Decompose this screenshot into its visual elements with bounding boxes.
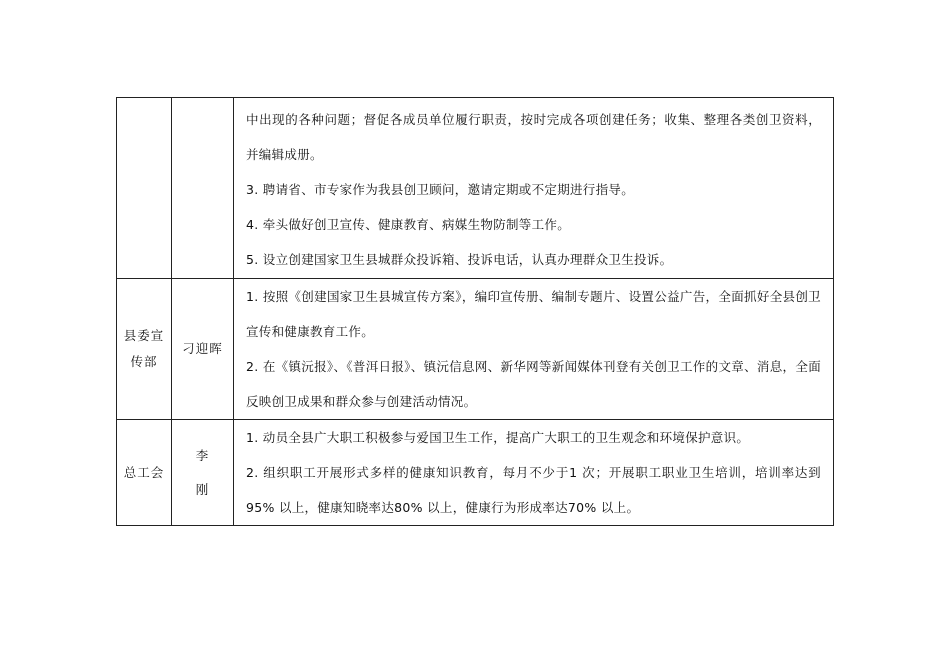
duty-paragraph: 2. 在《镇沅报》、《普洱日报》、镇沅信息网、新华网等新闻媒体刊登有关创卫工作的文章、消息，全面反映创卫成果和群众参与创建活动情况。	[246, 359, 821, 409]
duty-paragraph: 4. 牵头做好创卫宣传、健康教育、病媒生物防制等工作。	[246, 216, 571, 232]
table-row	[117, 420, 834, 526]
table-row	[117, 98, 834, 279]
department-name: 县委宣传部	[123, 328, 165, 369]
table-row	[117, 279, 834, 420]
person-cell	[172, 98, 234, 279]
department-cell: 总工会	[117, 420, 172, 526]
duty-paragraph: 中出现的各种问题；督促各成员单位履行职责，按时完成各项创建任务；收集、整理各类创卫资料，并编辑成册。	[246, 111, 821, 162]
duties-cell	[234, 279, 834, 420]
duty-paragraph: 1. 动员全县广大职工积极参与爱国卫生工作，提高广大职工的卫生观念和环境保护意识。	[246, 430, 750, 445]
person-cell	[172, 420, 234, 526]
duty-paragraph: 3. 聘请省、市专家作为我县创卫顾问，邀请定期或不定期进行指导。	[246, 181, 635, 197]
person-cell: 刁迎晖	[172, 279, 234, 420]
duties-cell	[234, 420, 834, 526]
department-cell	[117, 98, 172, 279]
department-cell	[117, 279, 172, 420]
duty-paragraph: 5. 设立创建国家卫生县城群众投诉箱、投诉电话，认真办理群众卫生投诉。	[246, 251, 673, 267]
duties-cell	[234, 98, 834, 279]
person-name: 李刚	[195, 447, 210, 497]
responsibility-table	[116, 97, 834, 526]
duty-paragraph: 1. 按照《创建国家卫生县城宣传方案》，编印宣传册、编制专题片、设置公益广告，全面抓好全县创卫宣传和健康教育工作。	[246, 289, 821, 339]
duty-paragraph: 2. 组织职工开展形式多样的健康知识教育，每月不少于1 次；开展职工职业卫生培训，培训率达到95% 以上，健康知晓率达80% 以上，健康行为形成率达70% 以上。	[246, 465, 821, 515]
